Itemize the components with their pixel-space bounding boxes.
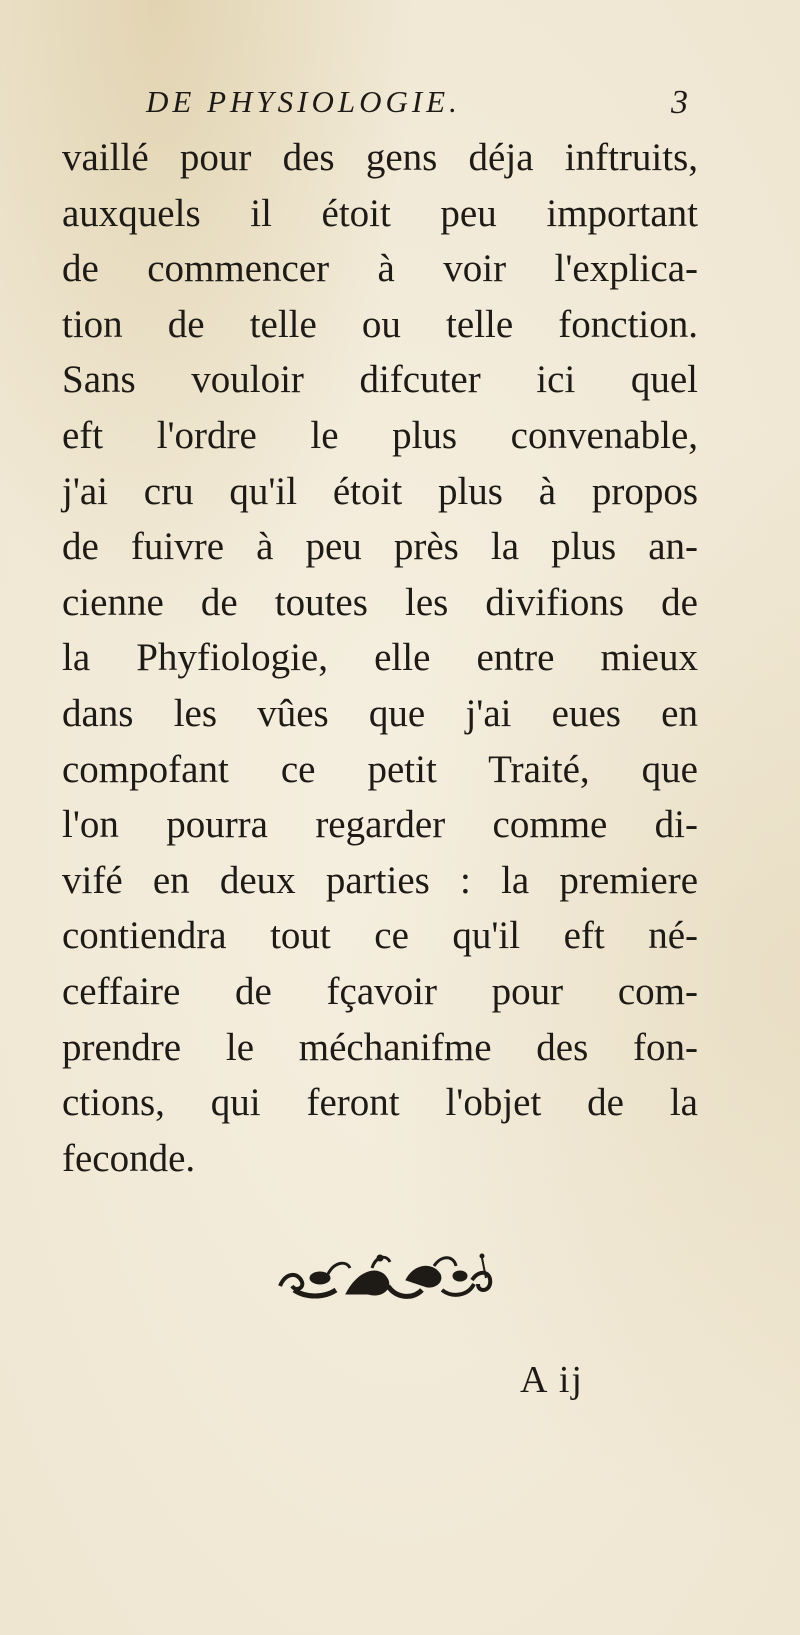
text-line: de commencer à voir l'explica- xyxy=(62,247,698,291)
text-line: eft l'ordre le plus convenable, xyxy=(62,413,698,457)
running-head: DE PHYSIOLOGIE. xyxy=(146,84,461,119)
text-line: de fuivre à peu près la plus an- xyxy=(62,525,698,569)
text-line: contiendra tout ce qu'il eft né- xyxy=(62,914,698,958)
text-line: auxquels il étoit peu important xyxy=(62,191,698,235)
text-line: tion de telle ou telle fonction. xyxy=(62,302,698,346)
text-line: compofant ce petit Traité, que xyxy=(62,747,698,791)
text-line: vaillé pour des gens déja inftruits, xyxy=(62,136,698,179)
signature-mark: A ij xyxy=(520,1359,584,1401)
text-line: feconde. xyxy=(62,1136,196,1180)
text-line: vifé en deux parties : la premiere xyxy=(62,858,698,902)
text-line: cienne de toutes les divifions de xyxy=(62,580,698,624)
floral-tailpiece-icon xyxy=(276,1250,496,1310)
text-line: prendre le méchanifme des fon- xyxy=(62,1025,698,1069)
text-line: la Phyfiologie, elle entre mieux xyxy=(62,636,698,680)
page-number: 3 xyxy=(671,84,688,121)
text-line: Sans vouloir difcuter ici quel xyxy=(62,358,698,402)
body-text xyxy=(62,130,698,1186)
page-header xyxy=(140,84,688,132)
text-line: l'on pourra regarder comme di- xyxy=(62,803,698,847)
text-line: ceffaire de fçavoir pour com- xyxy=(62,969,698,1013)
text-line: j'ai cru qu'il étoit plus à propos xyxy=(62,469,698,513)
text-line: ctions, qui feront l'objet de la xyxy=(62,1081,698,1125)
text-line: dans les vûes que j'ai eues en xyxy=(62,691,698,735)
